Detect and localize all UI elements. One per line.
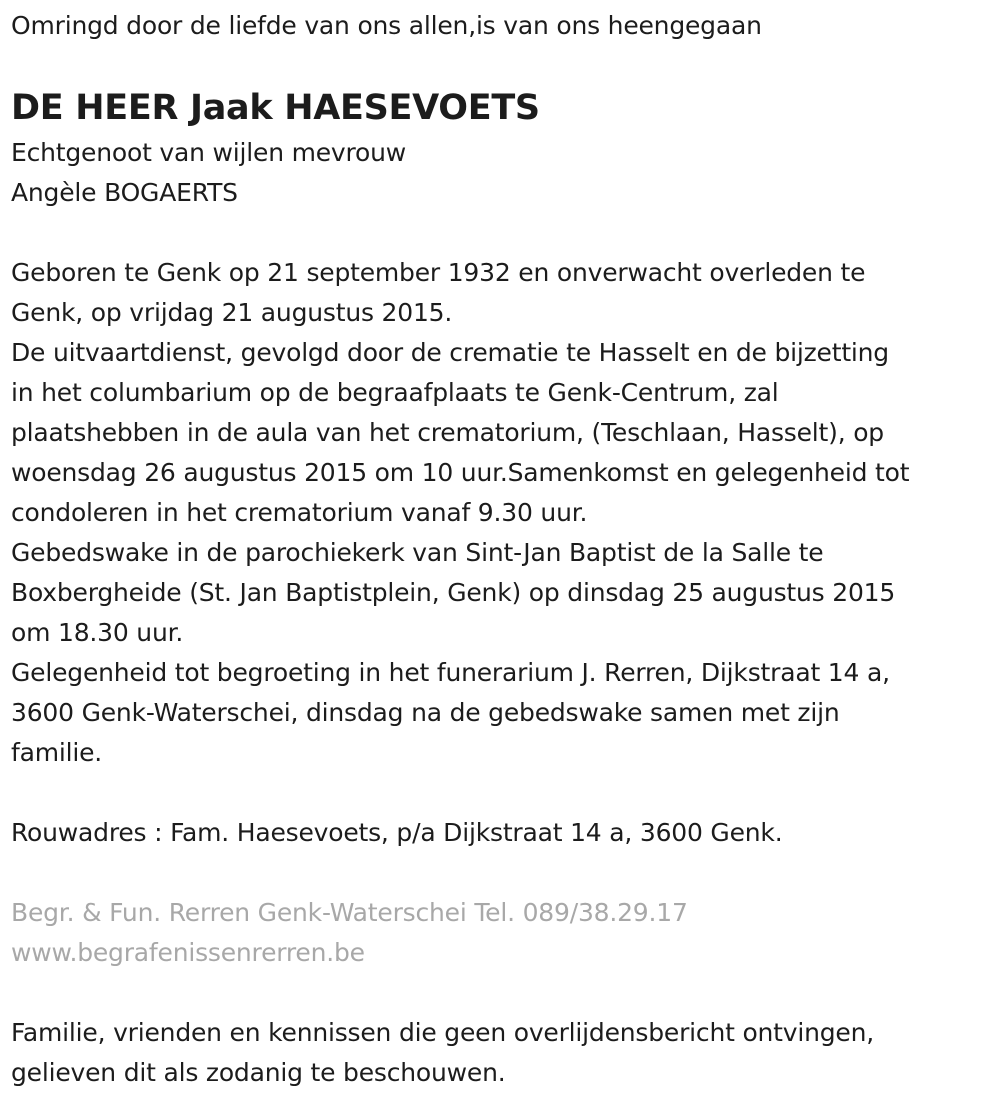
details-line: De uitvaartdienst, gevolgd door de crematie te Hasselt en de bijzetting	[11, 338, 889, 367]
details-line: Boxbergheide (St. Jan Baptistplein, Genk) op dinsdag 25 augustus 2015	[11, 578, 896, 607]
spacer	[11, 973, 1000, 1013]
funeral-home-website: www.begrafenissenrerren.be	[11, 938, 365, 967]
details-block	[11, 253, 1000, 773]
spouse-line-2: Angèle BOGAERTS	[11, 178, 238, 207]
closing-line-1: Familie, vrienden en kennissen die geen overlijdensbericht ontvingen,	[11, 1018, 875, 1047]
details-line: woensdag 26 augustus 2015 om 10 uur.Samenkomst en gelegenheid tot	[11, 458, 910, 487]
details-line: familie.	[11, 738, 103, 767]
spacer	[11, 773, 1000, 813]
spacer	[11, 213, 1000, 253]
details-line: in het columbarium op de begraafplaats te Genk-Centrum, zal	[11, 378, 779, 407]
details-line: Gebedswake in de parochiekerk van Sint-Jan Baptist de la Salle te	[11, 538, 824, 567]
details-line: condoleren in het crematorium vanaf 9.30 uur.	[11, 498, 588, 527]
details-line: Gelegenheid tot begroeting in het funerarium J. Rerren, Dijkstraat 14 a,	[11, 658, 890, 687]
closing-line-2: gelieven dit als zodanig te beschouwen.	[11, 1058, 506, 1087]
details-line: Geboren te Genk op 21 september 1932 en onverwacht overleden te	[11, 258, 866, 287]
spouse-line-1: Echtgenoot van wijlen mevrouw	[11, 138, 407, 167]
details-line: 3600 Genk-Waterschei, dinsdag na de gebedswake samen met zijn	[11, 698, 840, 727]
deceased-name: DE HEER Jaak HAESEVOETS	[11, 88, 540, 128]
mourning-address: Rouwadres : Fam. Haesevoets, p/a Dijkstraat 14 a, 3600 Genk.	[11, 818, 783, 847]
details-line: Genk, op vrijdag 21 augustus 2015.	[11, 298, 453, 327]
details-line: om 18.30 uur.	[11, 618, 184, 647]
spacer	[11, 853, 1000, 893]
details-line: plaatshebben in de aula van het crematorium, (Teschlaan, Hasselt), op	[11, 418, 884, 447]
funeral-home-line: Begr. & Fun. Rerren Genk-Waterschei Tel. 089/38.29.17	[11, 898, 688, 927]
intro-text: Omringd door de liefde van ons allen,is van ons heengegaan	[11, 11, 762, 40]
